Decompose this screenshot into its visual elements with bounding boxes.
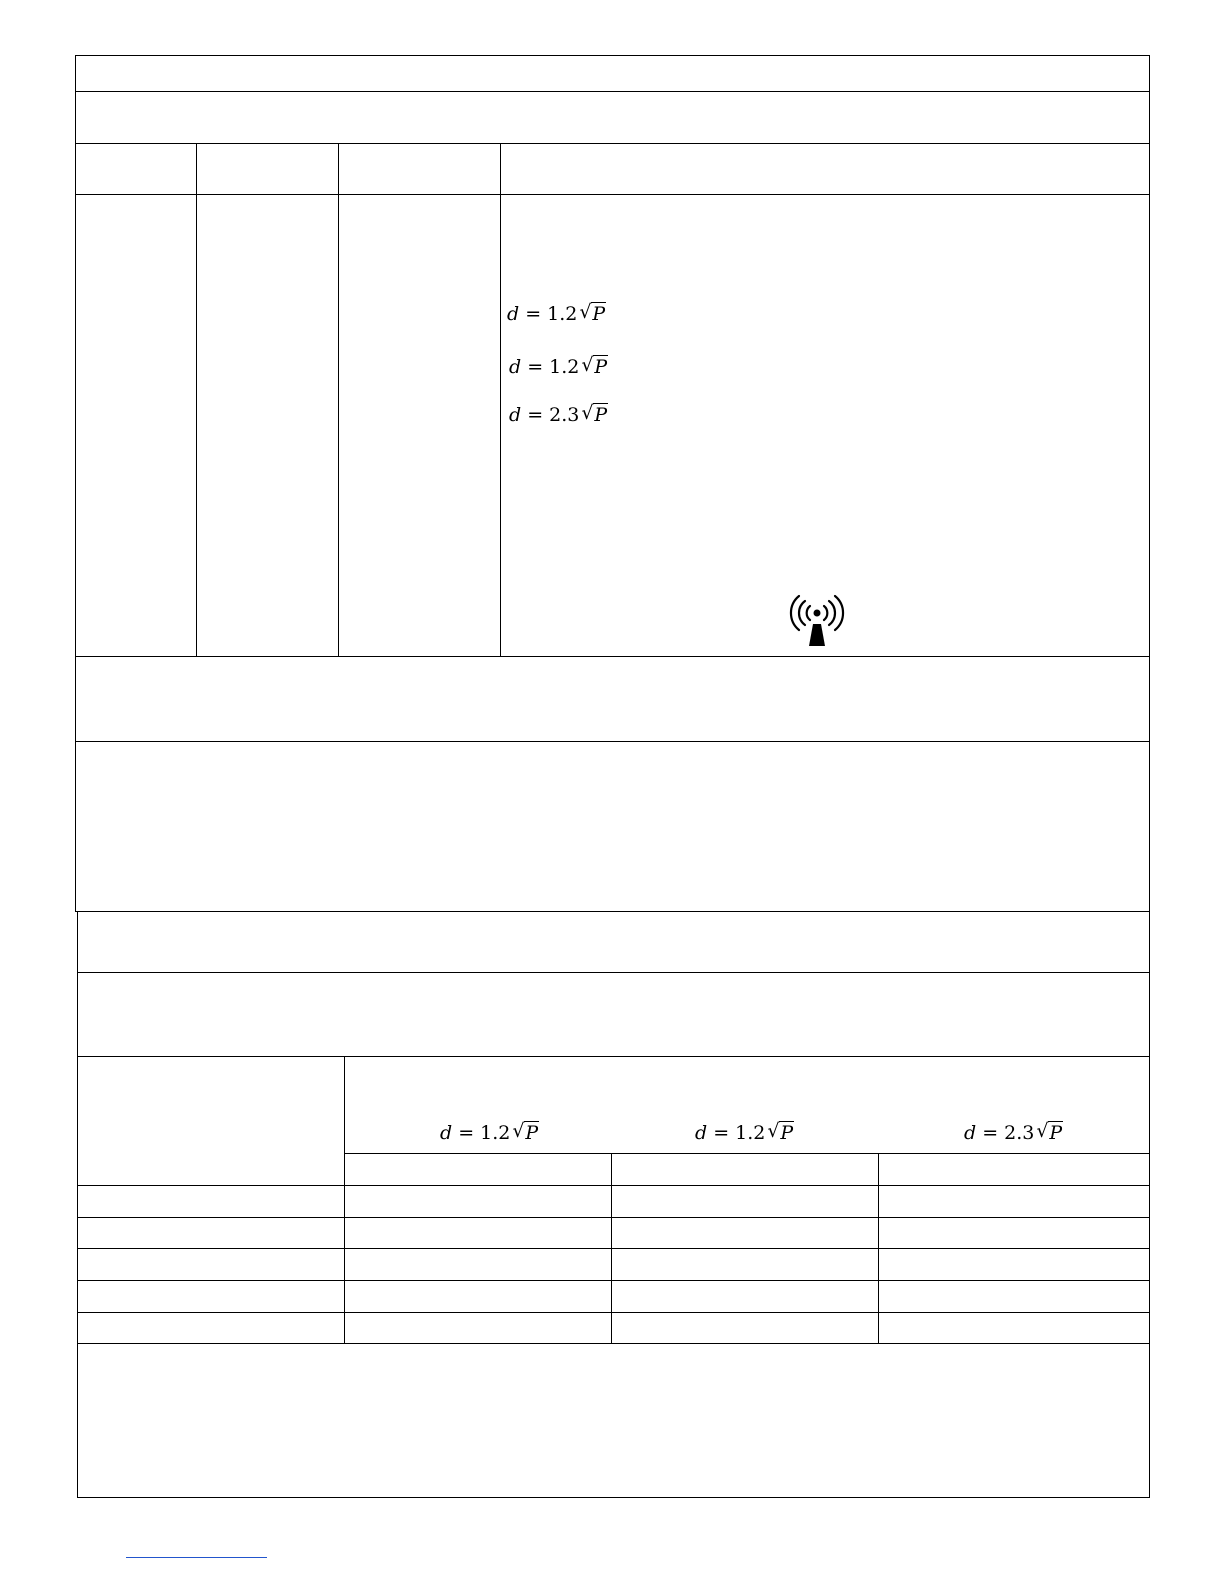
separation-distance-formula: d = 2.3√ P: [964, 1121, 1063, 1144]
separation-distance-formula: d = 1.2√ P: [695, 1121, 794, 1144]
table2-row-divider: [77, 972, 1150, 973]
table1-row-divider: [75, 656, 1150, 657]
table2-row-divider: [344, 1153, 1150, 1154]
table2-row-divider: [77, 1185, 1150, 1186]
table1-col-divider: [500, 143, 501, 656]
table1-row-divider: [75, 741, 1150, 742]
table2-row-divider: [77, 1312, 1150, 1313]
table1-row-divider: [75, 194, 1150, 195]
immunity-table: [75, 55, 1150, 912]
table2-row-divider: [77, 1056, 1150, 1057]
table2-col-divider: [344, 1056, 345, 1343]
table2-col-divider: [878, 1153, 879, 1343]
table1-row-divider: [75, 143, 1150, 144]
separation-distance-formula: d = 1.2√ P: [509, 355, 608, 378]
non-ionizing-radiation-icon: [786, 592, 848, 648]
table2-row-divider: [77, 1280, 1150, 1281]
separation-distance-formula: d = 1.2√ P: [507, 302, 606, 325]
table1-col-divider: [338, 143, 339, 656]
table1-col-divider: [196, 143, 197, 656]
table2-row-divider: [77, 1217, 1150, 1218]
separation-distance-formula: d = 1.2√ P: [440, 1121, 539, 1144]
separation-distance-table: [77, 911, 1150, 1498]
table1-row-divider: [75, 91, 1150, 92]
table2-col-divider: [611, 1153, 612, 1343]
separation-distance-formula: d = 2.3√ P: [509, 403, 608, 426]
table2-row-divider: [77, 1248, 1150, 1249]
table2-row-divider: [77, 1343, 1150, 1344]
footer-link[interactable]: [126, 1557, 267, 1558]
